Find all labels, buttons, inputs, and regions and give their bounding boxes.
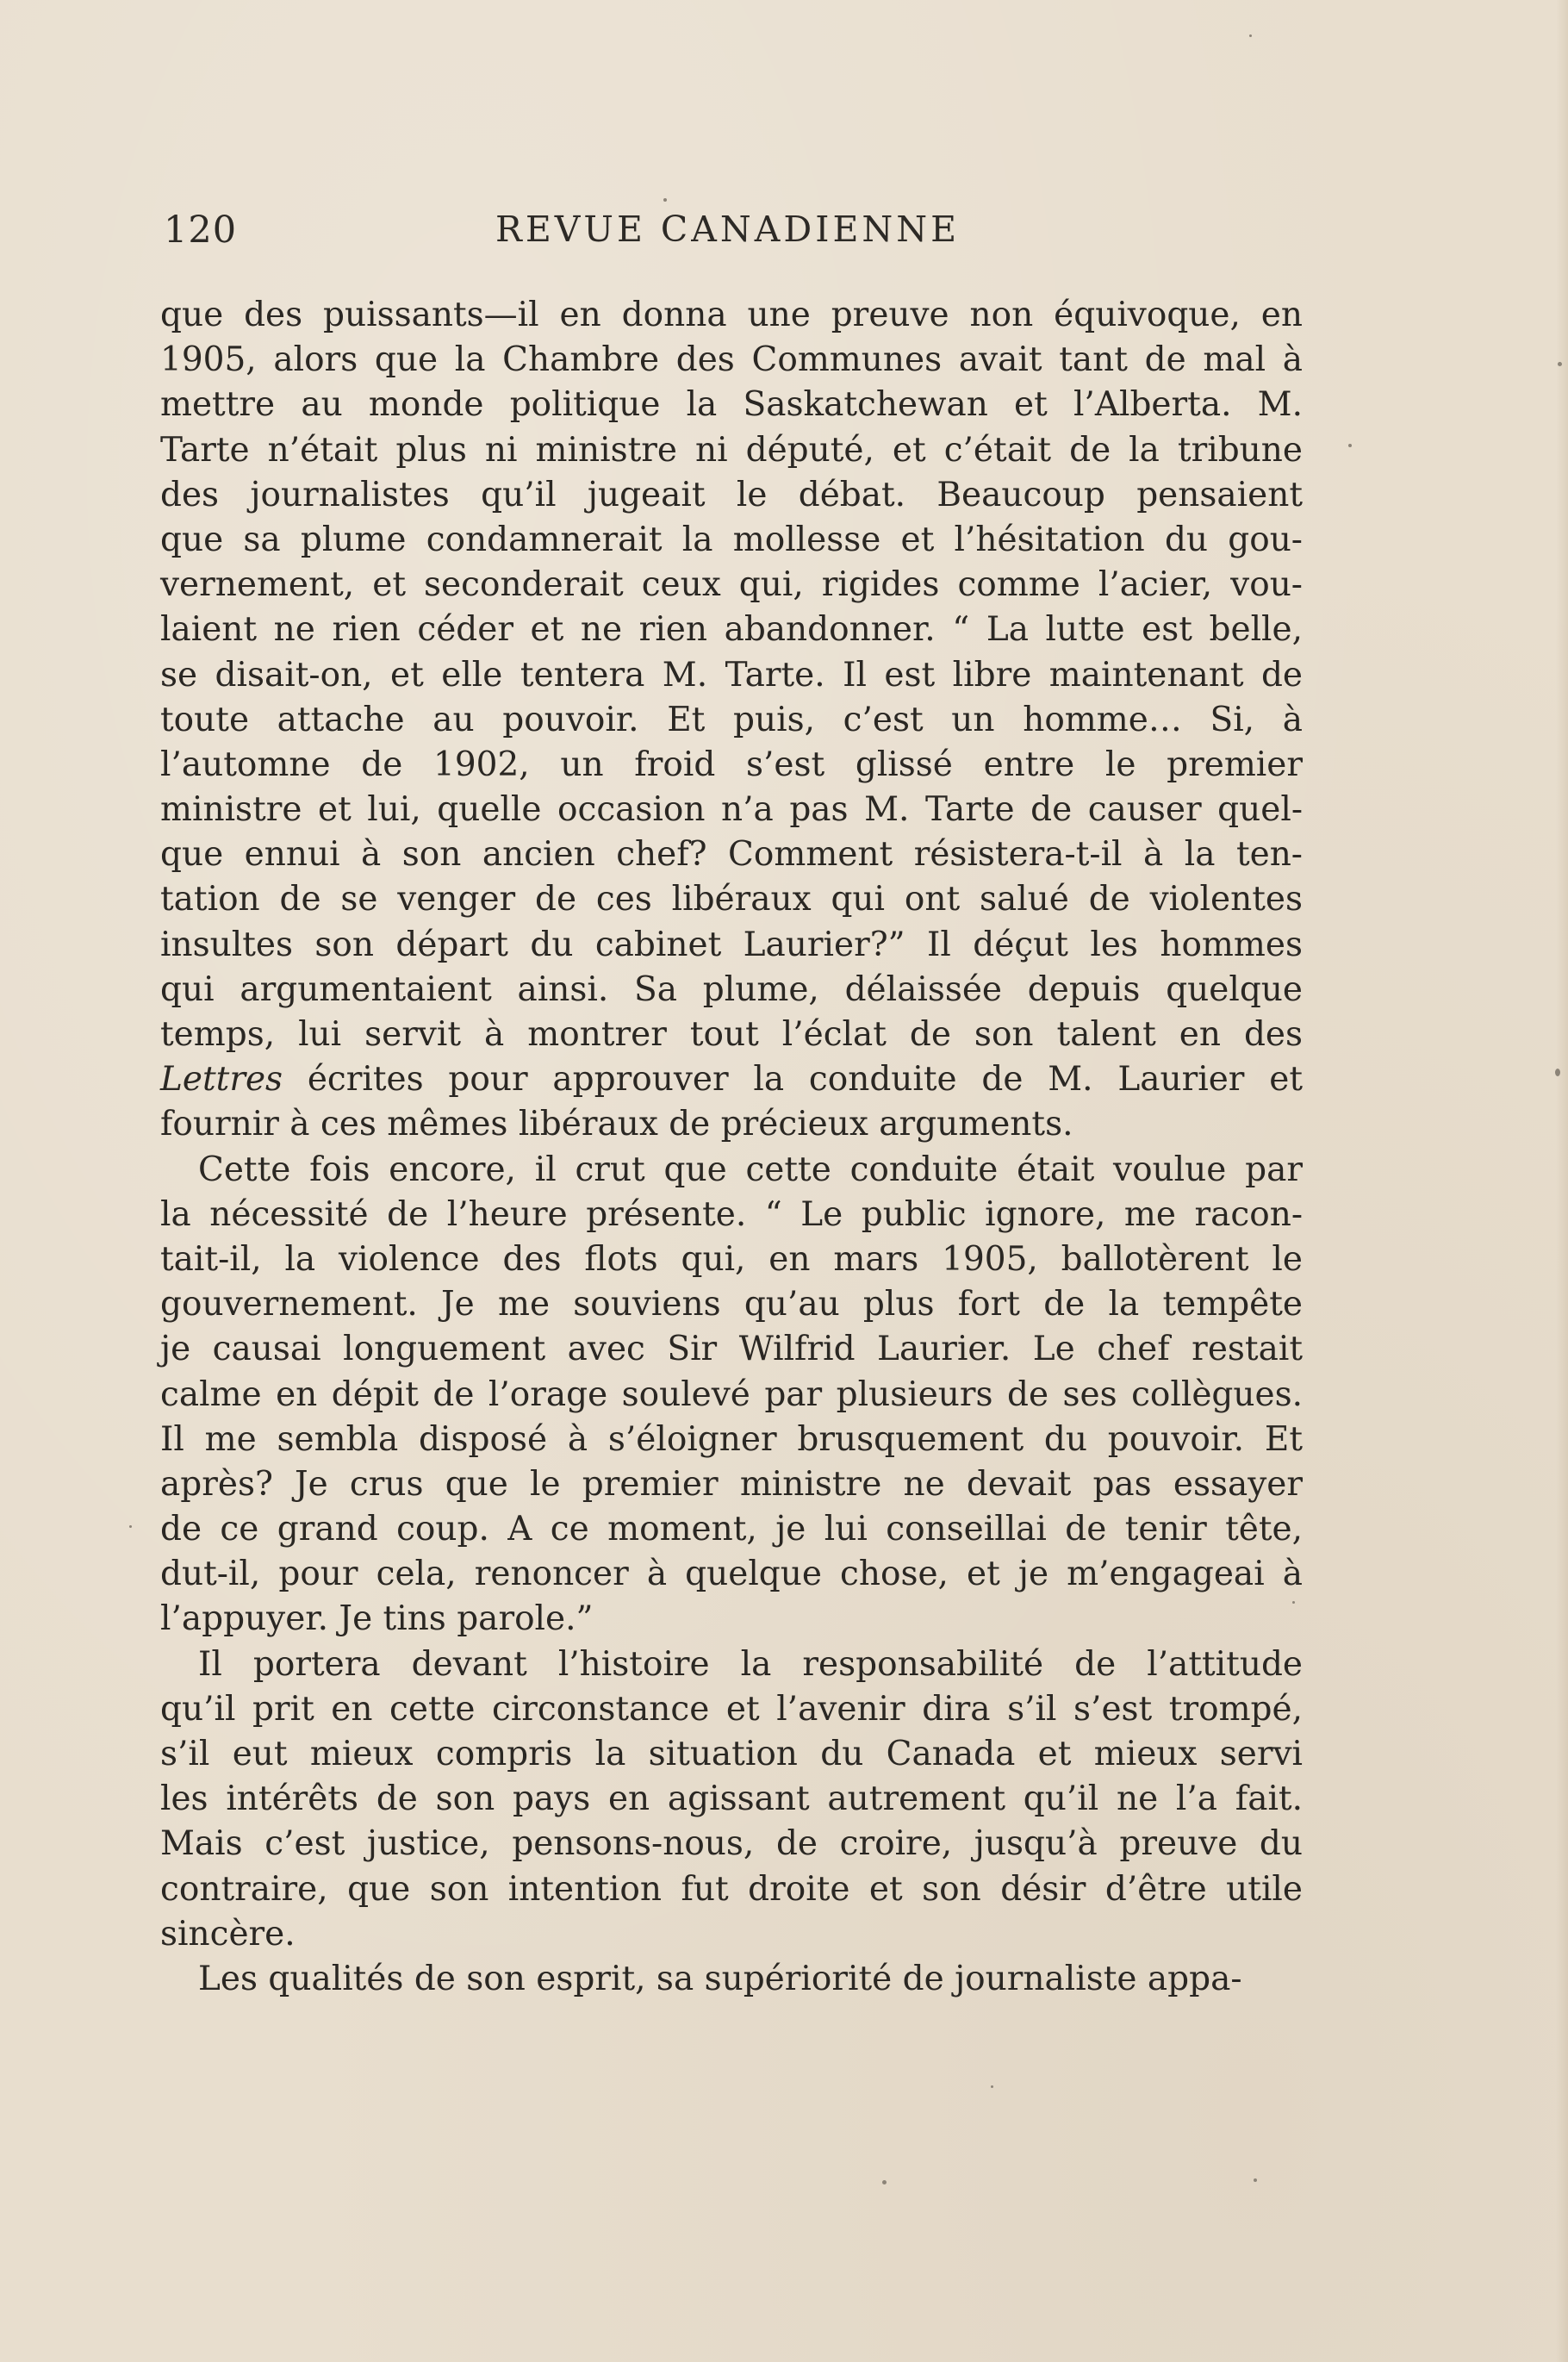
italic-word: Lettres [160,1060,283,1100]
running-title: REVUE CANADIENNE [495,209,961,250]
text-line: dut-il, pour cela, renoncer à quelque chose, et je m’engageai à [160,1555,1303,1594]
paper-speck [1348,444,1352,447]
paper-speck [991,2085,993,2088]
text-line: qu’il prit en cette circonstance et l’avenir dira s’il s’est trompé, [160,1689,1303,1729]
paper-speck [1558,362,1562,366]
text-line: contraire, que son intention fut droite et son désir d’être utile [160,1869,1303,1909]
text-line: l’automne de 1902, un froid s’est glissé entre le premier [160,745,1303,784]
paper-speck [1254,2178,1257,2182]
page-edge-shadow [1556,0,1568,2362]
paper-speck [882,2180,887,2184]
text-line: de ce grand coup. A ce moment, je lui conseillai de tenir tête, [160,1510,1303,1549]
text-line: sincère. [160,1914,296,1954]
text-line: s’il eut mieux compris la situation du Canada et mieux servi [160,1735,1303,1773]
text-line: calme en dépit de l’orage soulevé par plusieurs de ses collègues. [160,1374,1303,1414]
text-line: Lettres écrites pour approuver la conduite de M. Laurier et [160,1060,1303,1100]
text-line: l’appuyer. Je tins parole.” [160,1599,594,1639]
paper-speck [129,1525,132,1528]
text-line: tation de se venger de ces libéraux qui ont salué de violentes [160,880,1303,919]
text-line: temps, lui servit à montrer tout l’éclat de son talent en des [160,1015,1303,1054]
text-line: se disait-on, et elle tentera M. Tarte. Il est libre maintenant de [160,655,1303,695]
text-line: des journalistes qu’il jugeait le débat. Beaucoup pensaient [160,475,1303,514]
text-line: 1905, alors que la Chambre des Communes avait tant de mal à [160,340,1303,380]
text-line: Il portera devant l’histoire la responsabilité de l’attitude [198,1644,1303,1684]
paper-speck [1555,1069,1560,1076]
text-line: mettre au monde politique la Saskatchewan et l’Alberta. M. [160,385,1303,425]
paper-speck [1249,34,1252,37]
page-number: 120 [164,209,238,252]
text-line: je causai longuement avec Sir Wilfrid Laurier. Le chef restait [160,1330,1303,1369]
text-line: après? Je crus que le premier ministre ne devait pas essayer [160,1464,1303,1504]
text-line: que ennui à son ancien chef? Comment résistera-t-il à la ten- [160,835,1303,875]
paper-speck [663,198,667,202]
text-line: la nécessité de l’heure présente. “ Le public ignore, me racon- [160,1194,1303,1234]
text-line: Cette fois encore, il crut que cette conduite était voulue par [198,1150,1303,1189]
text-line: Mais c’est justice, pensons-nous, de croire, jusqu’à preuve du [160,1824,1303,1864]
text-line: Les qualités de son esprit, sa supériorité de journaliste appa- [198,1959,1242,1998]
body-text [160,293,1303,2002]
text-line: Tarte n’était plus ni ministre ni député, et c’était de la tribune [160,430,1303,470]
text-line: gouvernement. Je me souviens qu’au plus fort de la tempête [160,1285,1303,1324]
text-line: les intérêts de son pays en agissant autrement qu’il ne l’a fait. [160,1779,1303,1819]
text-line: qui argumentaient ainsi. Sa plume, délaissée depuis quelque [160,969,1303,1009]
text-line: vernement, et seconderait ceux qui, rigides comme l’acier, vou- [160,565,1303,605]
text-line: insultes son départ du cabinet Laurier?” Il déçut les hommes [160,925,1303,964]
paper-speck [1292,1601,1295,1604]
text-line: laient ne rien céder et ne rien abandonner. “ La lutte est belle, [160,610,1303,650]
text-line: Il me sembla disposé à s’éloigner brusquement du pouvoir. Et [160,1419,1303,1459]
text-line: que des puissants—il en donna une preuve non équivoque, en [160,296,1303,334]
text-line: tait-il, la violence des flots qui, en mars 1905, ballotèrent le [160,1239,1303,1279]
page-header [164,200,1301,260]
text-line: fournir à ces mêmes libéraux de précieux arguments. [160,1105,1073,1144]
text-line: ministre et lui, quelle occasion n’a pas M. Tarte de causer quel- [160,790,1303,830]
text-line: toute attache au pouvoir. Et puis, c’est un homme… Si, à [160,700,1303,739]
text-line: que sa plume condamnerait la mollesse et l’hésitation du gou- [160,520,1303,559]
